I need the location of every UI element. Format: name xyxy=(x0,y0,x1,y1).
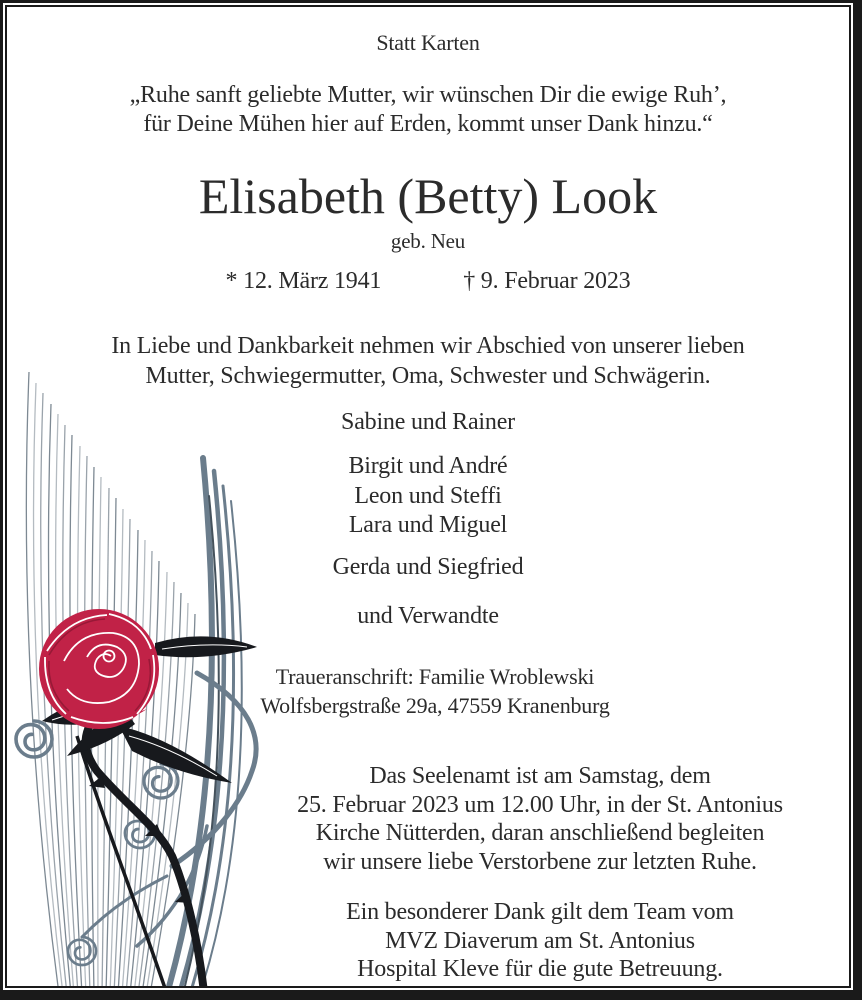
thanks-line-1: Ein besonderer Dank gilt dem Team vom xyxy=(346,899,734,925)
spiral-curl-icon xyxy=(68,937,96,965)
mourner-line: Birgit und André xyxy=(348,453,508,479)
thanks-note xyxy=(231,898,849,984)
funeral-service-info xyxy=(231,762,849,876)
service-line-3: Kirche Nütterden, daran anschließend begleiten xyxy=(315,820,765,846)
death-date: † 9. Februar 2023 xyxy=(463,268,631,294)
mourner-line: Lara und Miguel xyxy=(348,512,508,538)
notice-inner-frame xyxy=(5,5,851,988)
statt-karten-note: Statt Karten xyxy=(376,30,480,55)
farewell-line-2: Mutter, Schwiegermutter, Oma, Schwester und Schwägerin. xyxy=(145,362,711,389)
mourner-group-2 xyxy=(7,452,849,541)
deceased-name: Elisabeth (Betty) Look xyxy=(198,168,658,224)
farewell-text xyxy=(7,332,849,391)
service-line-2: 25. Februar 2023 um 12.00 Uhr, in der St. Antonius xyxy=(297,791,783,818)
quote-line-2: für Deine Mühen hier auf Erden, kommt unser Dank hinzu.“ xyxy=(143,111,713,137)
mourner-line: Leon und Steffi xyxy=(354,482,502,509)
mourner-group-4: und Verwandte xyxy=(357,603,499,629)
service-line-4: wir unsere liebe Verstorbene zur letzten Ruhe. xyxy=(323,848,757,875)
farewell-line-1: In Liebe und Dankbarkeit nehmen wir Abschied von unserer lieben xyxy=(111,333,745,359)
service-line-1: Das Seelenamt ist am Samstag, dem xyxy=(369,763,711,789)
address-line-2: Wolfsbergstraße 29a, 47559 Kranenburg xyxy=(260,692,610,718)
memorial-quote xyxy=(7,81,849,139)
life-dates xyxy=(7,268,849,295)
address-line-1: Traueranschrift: Familie Wroblewski xyxy=(275,664,595,689)
mourner-group-3: Gerda und Siegfried xyxy=(332,554,524,580)
maiden-name: geb. Neu xyxy=(390,229,466,253)
quote-line-1: „Ruhe sanft geliebte Mutter, wir wünschen Dir die ewige Ruh’, xyxy=(129,82,727,108)
mourning-address xyxy=(21,663,849,720)
birth-date: * 12. März 1941 xyxy=(225,268,382,294)
mourner-group-1: Sabine und Rainer xyxy=(341,409,515,435)
thanks-line-2: MVZ Diaverum am St. Antonius xyxy=(385,927,695,954)
thanks-line-3: Hospital Kleve für die gute Betreuung. xyxy=(357,956,723,982)
